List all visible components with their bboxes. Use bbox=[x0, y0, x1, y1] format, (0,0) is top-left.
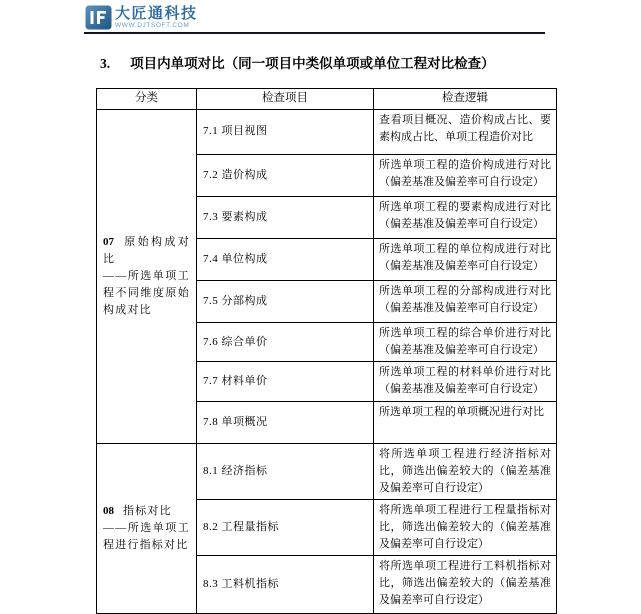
category-cell-08 bbox=[97, 444, 197, 614]
djt-logo-icon bbox=[85, 5, 112, 30]
brand-url: WWW.DJTSOFT.COM bbox=[115, 22, 190, 30]
check-item-cell: 7.4 单位构成 bbox=[197, 239, 374, 281]
table-header-row bbox=[97, 89, 557, 110]
column-header-check-logic: 检查逻辑 bbox=[374, 89, 557, 110]
check-logic-cell: 所选单项工程的分部构成进行对比（偏差基准及偏差率可自行设定） bbox=[374, 281, 557, 323]
check-logic-cell: 将所选单项工程进行经济指标对比，筛选出偏差较大的（偏差基准及偏差率可自行设定） bbox=[374, 444, 557, 500]
check-item-cell: 7.8 单项概况 bbox=[197, 402, 374, 444]
check-item-cell: 7.3 要素构成 bbox=[197, 197, 374, 239]
check-logic-cell: 所选单项工程的综合单价进行对比（偏差基准及偏差率可自行设定） bbox=[374, 323, 557, 362]
category-07-desc: ——所选单项工程不同维度原始构成对比 bbox=[103, 270, 190, 317]
check-item-cell: 7.7 材料单价 bbox=[197, 362, 374, 402]
column-header-check-item: 检查项目 bbox=[197, 89, 374, 110]
check-logic-cell: 将所选单项工程进行工程量指标对比，筛选出偏差较大的（偏差基准及偏差率可自行设定） bbox=[374, 500, 557, 556]
check-item-cell: 7.1 项目视图 bbox=[197, 110, 374, 155]
check-logic-cell: 所选单项工程的单位构成进行对比（偏差基准及偏差率可自行设定） bbox=[374, 239, 557, 281]
check-item-cell: 7.2 造价构成 bbox=[197, 155, 374, 197]
check-item-cell: 7.5 分部构成 bbox=[197, 281, 374, 323]
check-logic-cell: 所选单项工程的材料单价进行对比（偏差基准及偏差率可自行设定） bbox=[374, 362, 557, 402]
check-item-cell: 8.1 经济指标 bbox=[197, 444, 374, 500]
section-heading bbox=[100, 52, 495, 72]
category-cell-07 bbox=[97, 110, 197, 444]
check-item-cell: 8.2 工程量指标 bbox=[197, 500, 374, 556]
check-logic-cell: 所选单项工程的造价构成进行对比（偏差基准及偏差率可自行设定） bbox=[374, 155, 557, 197]
brand-header bbox=[85, 5, 198, 30]
table-row bbox=[97, 110, 557, 155]
column-header-category: 分类 bbox=[97, 89, 197, 110]
check-item-cell: 7.6 综合单价 bbox=[197, 323, 374, 362]
check-logic-cell: 查看项目概况、造价构成占比、要素构成占比、单项工程造价对比 bbox=[374, 110, 557, 155]
category-08-title: 08 指标对比 bbox=[103, 505, 172, 518]
heading-title: 项目内单项对比（同一项目中类似单项或单位工程对比检查） bbox=[130, 56, 495, 71]
comparison-table bbox=[96, 88, 557, 614]
category-07-title: 07 原始构成对比 bbox=[103, 235, 190, 265]
category-08-desc: ——所选单项工程进行指标对比 bbox=[103, 522, 190, 552]
header-divider bbox=[84, 32, 545, 34]
brand-text bbox=[115, 5, 198, 29]
check-logic-cell: 所选单项工程的单项概况进行对比 bbox=[374, 402, 557, 444]
heading-number: 3. bbox=[100, 56, 111, 71]
check-item-cell: 8.3 工料机指标 bbox=[197, 556, 374, 614]
check-logic-cell: 将所选单项工程进行工料机指标对比，筛选出偏差较大的（偏差基准及偏差率可自行设定） bbox=[374, 556, 557, 614]
table-row bbox=[97, 444, 557, 500]
check-logic-cell: 所选单项工程的要素构成进行对比（偏差基准及偏差率可自行设定） bbox=[374, 197, 557, 239]
brand-name: 大匠通科技 bbox=[115, 5, 198, 22]
